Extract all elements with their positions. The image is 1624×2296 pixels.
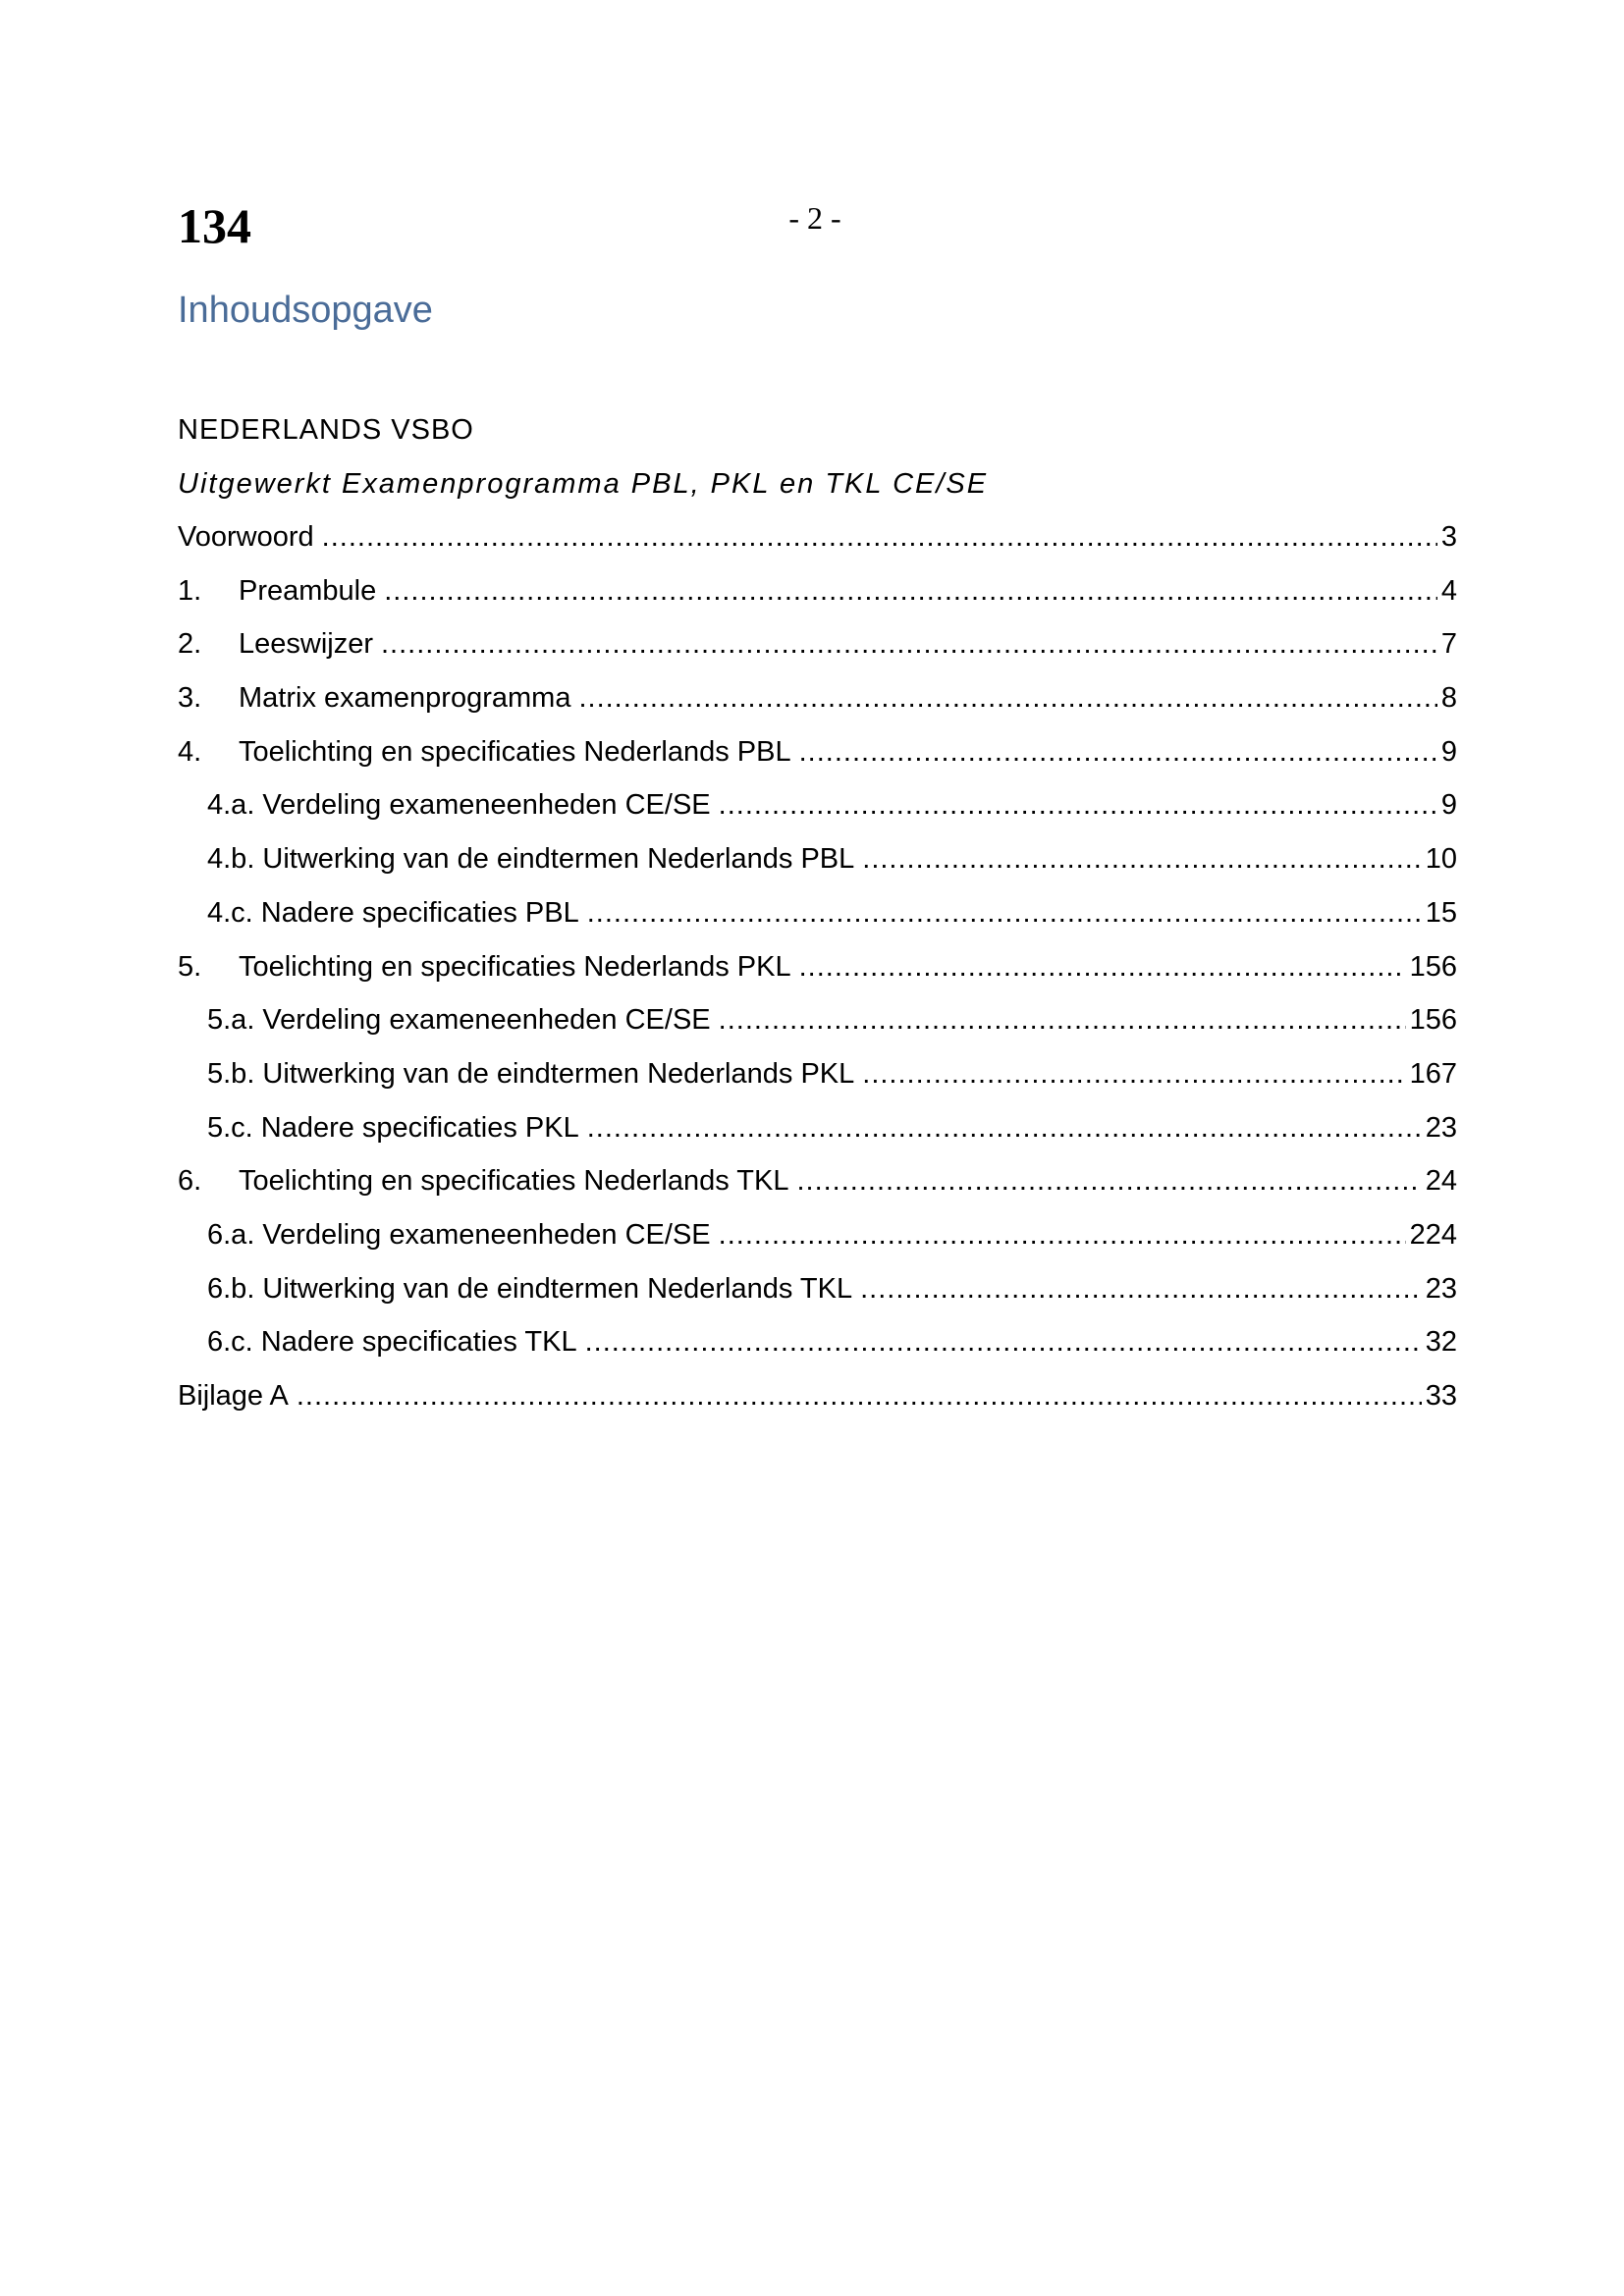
toc-entry-title: Verdeling exameneenheden CE/SE: [262, 1218, 711, 1251]
toc-entry-title: Nadere specificaties PKL: [260, 1111, 579, 1144]
toc-dot-leader: [719, 785, 1437, 825]
toc-entry[interactable]: [178, 624, 1457, 678]
toc-entry-number: 5.a.: [207, 1004, 255, 1037]
toc-entry-page: 3: [1440, 521, 1457, 553]
toc-entry-title: Toelichting en specificaties Nederlands TKL: [239, 1165, 789, 1198]
toc-entry[interactable]: [178, 839, 1457, 893]
toc-entry[interactable]: [178, 947, 1457, 1001]
toc-entry[interactable]: [178, 1215, 1457, 1269]
toc-entry-page: 156: [1409, 950, 1457, 983]
toc-entry-title: Nadere specificaties PBL: [260, 896, 579, 929]
toc-entry-number: 2.: [178, 628, 202, 661]
toc-dot-leader: [719, 1215, 1406, 1255]
toc-dot-leader: [381, 624, 1437, 664]
page-number: - 2 -: [788, 200, 841, 236]
toc-entry-number: 6.: [178, 1165, 202, 1198]
toc-entry[interactable]: [178, 893, 1457, 947]
toc-entry-title: Uitwerking van de eindtermen Nederlands TKL: [262, 1272, 853, 1305]
toc-entry-number: 5.c.: [207, 1111, 253, 1144]
toc-entry-page: 33: [1425, 1380, 1457, 1412]
table-of-contents: [178, 517, 1457, 1430]
toc-entry[interactable]: [178, 732, 1457, 786]
toc-entry-number: 5.b.: [207, 1057, 255, 1090]
toc-entry[interactable]: [178, 1054, 1457, 1108]
toc-entry[interactable]: [178, 785, 1457, 839]
toc-entry-page: 24: [1425, 1165, 1457, 1198]
toc-entry-page: 9: [1440, 735, 1457, 768]
subject-title: NEDERLANDS VSBO: [178, 414, 474, 446]
toc-dot-leader: [297, 1376, 1422, 1415]
toc-entry-title: Uitwerking van de eindtermen Nederlands PBL: [262, 843, 855, 876]
subject-subtitle: Uitgewerkt Examenprogramma PBL, PKL en TKL CE/SE: [178, 468, 989, 500]
toc-entry-title: Toelichting en specificaties Nederlands PBL: [239, 735, 791, 768]
toc-entry[interactable]: [178, 1376, 1457, 1430]
toc-entry-number: 4.b.: [207, 843, 255, 876]
toc-entry-number: 6.a.: [207, 1218, 255, 1251]
toc-dot-leader: [862, 839, 1421, 879]
toc-entry[interactable]: [178, 1161, 1457, 1215]
toc-dot-leader: [587, 893, 1422, 933]
document-number: 134: [178, 198, 251, 253]
toc-dot-leader: [862, 1054, 1405, 1094]
toc-dot-leader: [384, 571, 1437, 611]
toc-dot-leader: [799, 732, 1437, 772]
toc-entry[interactable]: [178, 571, 1457, 625]
toc-entry-page: 9: [1440, 789, 1457, 822]
toc-entry-page: 32: [1425, 1326, 1457, 1359]
toc-entry-number: 1.: [178, 574, 202, 607]
toc-entry-title: Voorwoord: [178, 521, 314, 553]
toc-entry[interactable]: [178, 1108, 1457, 1162]
toc-dot-leader: [796, 1161, 1421, 1201]
toc-entry-title: Verdeling exameneenheden CE/SE: [262, 1004, 711, 1037]
toc-entry-page: 15: [1425, 896, 1457, 929]
toc-dot-leader: [322, 517, 1437, 557]
toc-entry-title: Leeswijzer: [239, 628, 373, 661]
toc-entry-number: 6.b.: [207, 1272, 255, 1305]
toc-entry-title: Matrix examenprogramma: [239, 682, 571, 715]
toc-entry-page: 4: [1440, 574, 1457, 607]
toc-dot-leader: [799, 947, 1406, 987]
toc-entry[interactable]: [178, 1269, 1457, 1323]
toc-dot-leader: [585, 1322, 1422, 1362]
toc-entry-number: 4.: [178, 735, 202, 768]
toc-entry-number: 4.c.: [207, 896, 253, 929]
toc-entry[interactable]: [178, 1322, 1457, 1376]
toc-entry-title: Toelichting en specificaties Nederlands PKL: [239, 950, 791, 983]
toc-entry-page: 156: [1409, 1004, 1457, 1037]
toc-entry-number: 5.: [178, 950, 202, 983]
toc-entry[interactable]: [178, 517, 1457, 571]
toc-entry-page: 167: [1409, 1057, 1457, 1090]
toc-entry-page: 23: [1425, 1111, 1457, 1144]
toc-entry-number: 4.a.: [207, 789, 255, 822]
toc-entry-page: 10: [1425, 843, 1457, 876]
toc-entry-page: 7: [1440, 628, 1457, 661]
toc-dot-leader: [860, 1269, 1422, 1308]
toc-dot-leader: [719, 1000, 1406, 1040]
toc-entry-number: 3.: [178, 682, 202, 715]
toc-entry-page: 23: [1425, 1272, 1457, 1305]
toc-entry[interactable]: [178, 678, 1457, 732]
toc-dot-leader: [587, 1108, 1422, 1148]
toc-entry-title: Nadere specificaties TKL: [260, 1326, 577, 1359]
toc-entry-page: 224: [1409, 1218, 1457, 1251]
toc-entry-number: 6.c.: [207, 1326, 253, 1359]
toc-entry-title: Verdeling exameneenheden CE/SE: [262, 789, 711, 822]
toc-dot-leader: [578, 678, 1436, 718]
toc-entry-title: Preambule: [239, 574, 377, 607]
toc-entry[interactable]: [178, 1000, 1457, 1054]
toc-entry-page: 8: [1440, 682, 1457, 715]
toc-heading: Inhoudsopgave: [178, 290, 433, 331]
toc-entry-title: Bijlage A: [178, 1380, 289, 1412]
toc-entry-title: Uitwerking van de eindtermen Nederlands PKL: [262, 1057, 855, 1090]
